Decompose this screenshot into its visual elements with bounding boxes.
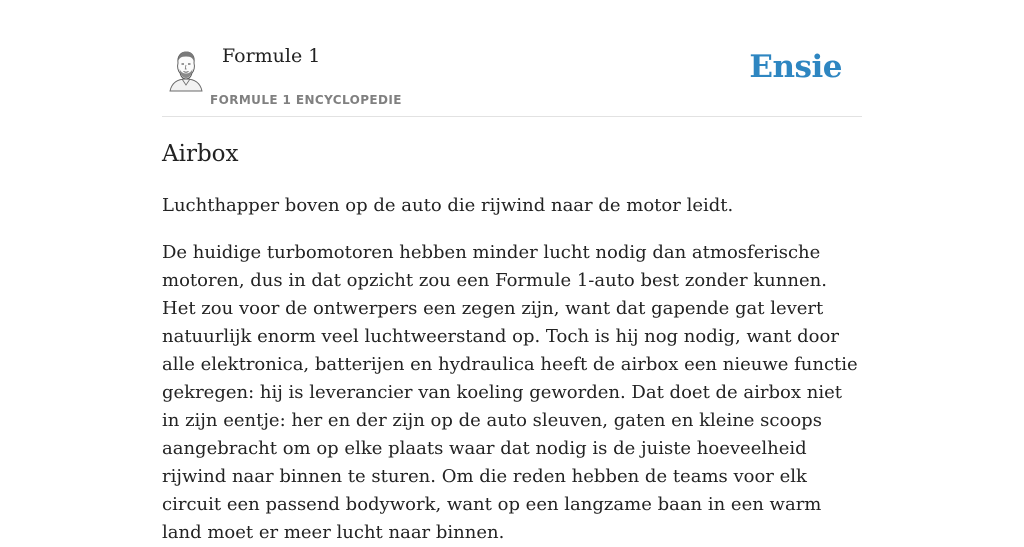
site-header [162, 0, 862, 117]
avatar[interactable] [164, 48, 208, 92]
ensie-logo-link[interactable]: Ensie [749, 49, 842, 85]
page [162, 0, 862, 543]
site-subtitle: FORMULE 1 ENCYCLOPEDIE [210, 93, 402, 107]
entry-title: Airbox [162, 141, 239, 167]
bearded-man-portrait-icon [164, 48, 208, 92]
entry-definition: Luchthapper boven op de auto die rijwind naar de motor leidt. [162, 195, 734, 216]
entry-body-text: De huidige turbomotoren hebben minder lucht nodig dan atmosferische motoren, dus in dat opzicht zou een Formule 1-auto best zonder kunnen. Het zou voor de ontwerpers een zegen zijn, want dat gapende gat levert natuurlijk enorm veel luchtweerstand op. Toch is hij nog nodig, want door alle elektronica, batterijen en hydraulica heeft de airbox een nieuwe functie gekregen: hij is leverancier van koeling geworden. Dat doet de airbox niet in zijn eentje: her en der zijn op de auto sleuven, gaten en kleine scoops aangebracht om op elke plaats waar dat nodig is de juiste hoeveelheid rijwind naar binnen te sturen. Om die reden hebben de teams voor elk circuit een passend bodywork, want op een langzame baan in een warm land moet er meer lucht naar binnen. [162, 242, 858, 543]
article [162, 136, 862, 547]
site-title-link[interactable]: Formule 1 [222, 45, 321, 67]
